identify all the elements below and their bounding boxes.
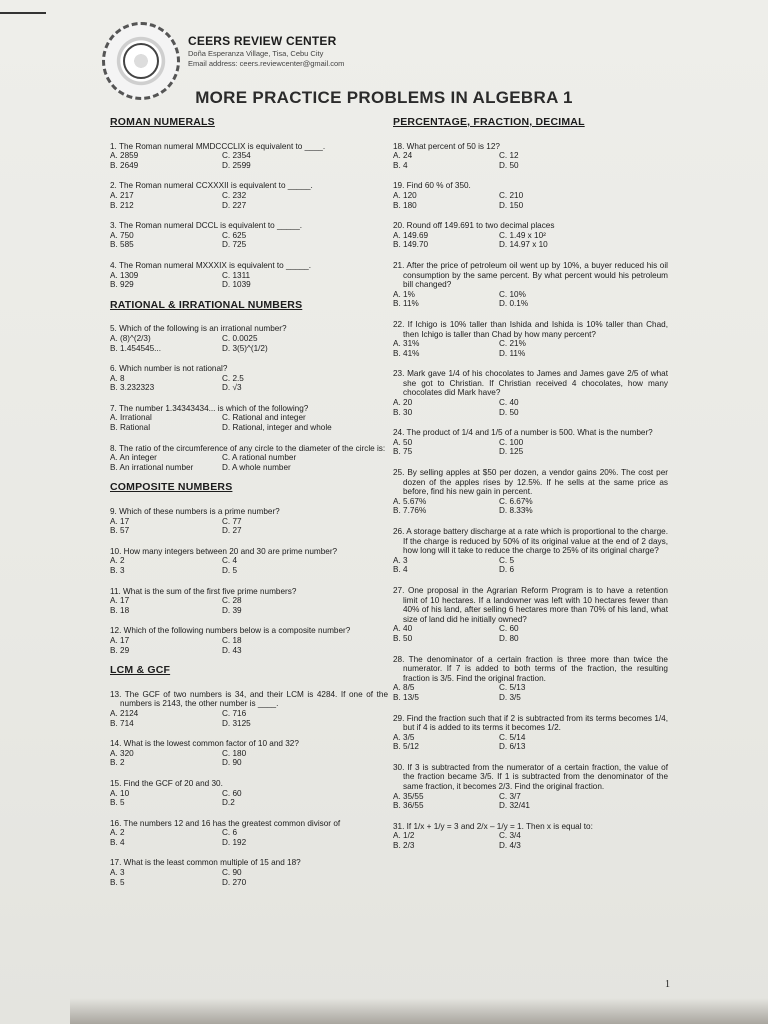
choice-d: D. 3/5: [499, 692, 521, 702]
choice-b: B. 18: [110, 605, 130, 615]
choice-d: D. 50: [499, 407, 519, 417]
edge-mark: [0, 12, 46, 14]
choice-c: C. 18: [222, 635, 242, 645]
choice-c: C. 3/4: [499, 831, 521, 841]
question-item: [110, 181, 388, 210]
choice-d: D. 2599: [222, 160, 251, 170]
choice-b: B. An irrational number: [110, 462, 194, 472]
choice-b: B. 57: [110, 526, 130, 536]
choice-a: A. 1/2: [393, 831, 415, 841]
question-item: [110, 324, 388, 353]
question-item: [393, 655, 668, 703]
choice-d: D.2: [222, 798, 235, 808]
question-text: 16. The numbers 12 and 16 has the greatest common divisor of: [110, 818, 341, 828]
choice-a: A. 31%: [393, 339, 420, 349]
question-text: 15. Find the GCF of 20 and 30.: [110, 778, 223, 788]
question-item: [393, 527, 668, 575]
question-item: [110, 221, 388, 250]
choice-d: D. 8.33%: [499, 506, 533, 516]
choice-c: C. 40: [499, 398, 519, 408]
answer-choices: [110, 749, 388, 768]
choice-b: B. 75: [393, 447, 413, 457]
choice-c: C. 4: [222, 556, 238, 566]
question-text: 21. After the price of petroleum oil went up by 10%, a buyer reduced his oil consumption by the same percent. By what percent would his petroleum bill changed?: [393, 260, 668, 290]
answer-choices: [393, 497, 668, 516]
choice-a: A. 120: [393, 190, 417, 200]
choice-a: A. 2859: [110, 151, 139, 161]
choice-c: C. 6: [222, 828, 238, 838]
choice-b: B. 4: [110, 837, 125, 847]
question-text: 3. The Roman numeral DCCL is equivalent to _____.: [110, 221, 303, 231]
choice-c: C. 10%: [499, 289, 526, 299]
right-column: [393, 118, 668, 862]
choice-b: B. 50: [393, 633, 413, 643]
question-item: [393, 468, 668, 516]
choice-c: C. 210: [499, 190, 524, 200]
answer-choices: [393, 339, 668, 358]
choice-a: A. An integer: [110, 453, 157, 463]
choice-a: A. 24: [393, 151, 413, 161]
question-text: 25. By selling apples at $50 per dozen, a vendor gains 20%. The cost per dozen of the apples rises by 12.5%. If he sells at the same price as before, find his new gain in percent.: [393, 468, 668, 497]
question-item: [110, 587, 388, 616]
choice-c: C. 232: [222, 190, 247, 200]
answer-choices: [110, 453, 388, 472]
answer-choices: [393, 556, 668, 575]
choice-c: C. 0.0025: [222, 333, 258, 343]
choice-b: B. 585: [110, 240, 134, 250]
choice-d: D. 4/3: [499, 841, 521, 851]
question-text: 30. If 3 is subtracted from the numerator of a certain fraction, the value of the fraction became 3/5. If 1 is subtracted from the denominator of the same fraction, it becomes 2/3. Find the original fraction.: [393, 762, 668, 792]
choice-a: A. 217: [110, 190, 134, 200]
question-item: [110, 142, 388, 171]
question-item: [110, 547, 388, 576]
question-text: 28. The denominator of a certain fraction is three more than twice the numerator. If 7 is added to both terms of the fraction, the resulting fraction is 3/5. Find the original fraction.: [393, 654, 668, 683]
choice-b: B. 29: [110, 645, 130, 655]
document-title: MORE PRACTICE PROBLEMS IN ALGEBRA 1: [195, 88, 573, 107]
choice-c: C. 77: [222, 516, 242, 526]
question-item: [393, 586, 668, 644]
question-item: [110, 690, 388, 728]
choice-c: C. 60: [499, 624, 519, 634]
choice-c: C. 5/13: [499, 683, 526, 693]
question-item: [110, 626, 388, 655]
choice-c: C. 21%: [499, 339, 526, 349]
choice-b: B. 212: [110, 200, 134, 210]
choice-c: C. 60: [222, 788, 242, 798]
choice-d: D. 27: [222, 526, 242, 536]
org-header: [188, 34, 344, 68]
answer-choices: [393, 792, 668, 811]
choice-b: B. Rational: [110, 423, 151, 433]
choice-c: C. 625: [222, 230, 247, 240]
choice-a: A. 40: [393, 624, 413, 634]
choice-d: D. 90: [222, 758, 242, 768]
question-text: 11. What is the sum of the first five prime numbers?: [110, 586, 297, 596]
choice-b: B. 41%: [393, 348, 420, 358]
choice-d: D. 39: [222, 605, 242, 615]
choice-b: B. 11%: [393, 299, 419, 309]
choice-d: D. 6: [499, 565, 515, 575]
page-number: 1: [665, 979, 670, 990]
question-item: [110, 364, 388, 393]
answer-choices: [393, 231, 668, 250]
choice-d: D. √3: [222, 383, 242, 393]
choice-a: A. 10: [110, 788, 130, 798]
org-email: Email address: ceers.reviewcenter@gmail.com: [188, 59, 345, 68]
answer-choices: [393, 151, 668, 170]
choice-b: B. 5: [110, 877, 125, 887]
choice-b: B. 4: [393, 160, 408, 170]
answer-choices: [110, 636, 388, 655]
section-heading: COMPOSITE NUMBERS: [110, 481, 233, 494]
question-text: 17. What is the least common multiple of 15 and 18?: [110, 858, 301, 868]
question-item: [393, 763, 668, 811]
choice-b: B. 30: [393, 407, 413, 417]
choice-a: A. 50: [393, 437, 413, 447]
answer-choices: [110, 374, 388, 393]
choice-a: A. 17: [110, 596, 130, 606]
choice-c: C. 716: [222, 708, 247, 718]
question-text: 9. Which of these numbers is a prime number?: [110, 507, 280, 517]
org-address: Doña Esperanza Village, Tisa, Cebu City: [188, 49, 324, 58]
choice-a: A. 3: [393, 555, 408, 565]
choice-c: C. 5: [499, 555, 515, 565]
question-text: 12. Which of the following numbers below is a composite number?: [110, 626, 351, 636]
question-item: [110, 739, 388, 768]
answer-choices: [393, 624, 668, 643]
question-text: 24. The product of 1/4 and 1/5 of a number is 500. What is the number?: [393, 428, 653, 438]
question-item: [110, 444, 388, 473]
choice-a: A. 8/5: [393, 683, 415, 693]
question-text: 19. Find 60 % of 350.: [393, 181, 471, 191]
answer-choices: [110, 709, 388, 728]
question-text: 2. The Roman numeral CCXXXII is equivalent to _____.: [110, 181, 313, 191]
choice-c: C. 1311: [222, 270, 251, 280]
question-text: 18. What percent of 50 is 12?: [393, 141, 500, 151]
answer-choices: [110, 271, 388, 290]
answer-choices: [393, 398, 668, 417]
choice-c: C. 1.49 x 10²: [499, 230, 546, 240]
choice-a: A. 5.67%: [393, 496, 427, 506]
question-item: [393, 221, 668, 250]
choice-c: C. 28: [222, 596, 242, 606]
choice-a: A. Irrational: [110, 413, 152, 423]
choice-a: A. 320: [110, 748, 134, 758]
choice-d: D. 125: [499, 447, 524, 457]
question-text: 22. If Ichigo is 10% taller than Ishida and Ishida is 10% taller than Chad, then Ichigo is taller than Chad by how many percent?: [393, 319, 668, 339]
question-text: 8. The ratio of the circumference of any circle to the diameter of the circle is:: [110, 443, 386, 453]
answer-choices: [393, 438, 668, 457]
choice-b: B. 13/5: [393, 692, 419, 702]
choice-d: D. 32/41: [499, 801, 530, 811]
question-item: [393, 428, 668, 457]
question-text: 31. If 1/x + 1/y = 3 and 2/x – 1/y = 1. Then x is equal to:: [393, 821, 593, 831]
choice-d: D. A whole number: [222, 462, 291, 472]
question-item: [393, 822, 668, 851]
choice-c: C. 100: [499, 437, 524, 447]
answer-choices: [393, 191, 668, 210]
choice-b: B. 3.232323: [110, 383, 155, 393]
choice-c: C. 90: [222, 868, 242, 878]
choice-b: B. 3: [110, 566, 125, 575]
question-text: 6. Which number is not rational?: [110, 364, 228, 374]
question-item: [393, 261, 668, 309]
question-item: [110, 261, 388, 290]
answer-choices: [110, 596, 388, 615]
section-heading: PERCENTAGE, FRACTION, DECIMAL: [393, 116, 585, 128]
choice-c: C. 6.67%: [499, 496, 533, 506]
answer-choices: [393, 831, 668, 850]
answer-choices: [110, 828, 388, 847]
choice-a: A. 3/5: [393, 732, 415, 742]
choice-a: A. 149.69: [393, 230, 429, 240]
choice-d: D. 5: [222, 566, 238, 575]
choice-d: D. 80: [499, 633, 519, 643]
choice-b: B. 2/3: [393, 841, 415, 851]
answer-choices: [393, 683, 668, 702]
org-name: CEERS REVIEW CENTER: [188, 34, 337, 48]
choice-d: D. 43: [222, 645, 242, 655]
choice-a: A. 2124: [110, 708, 139, 718]
choice-b: B. 2: [110, 758, 125, 768]
answer-choices: [110, 191, 388, 210]
question-text: 29. Find the fraction such that if 2 is subtracted from its terms becomes 1/4, but if 4 is added to its terms it becomes 1/2.: [393, 713, 668, 733]
answer-choices: [110, 231, 388, 250]
choice-d: D. 270: [222, 877, 247, 887]
question-text: 5. Which of the following is an irrational number?: [110, 324, 287, 334]
choice-d: D. Rational, integer and whole: [222, 423, 332, 433]
answer-choices: [110, 413, 388, 432]
choice-d: D. 1039: [222, 280, 251, 290]
answer-choices: [393, 733, 668, 752]
answer-choices: [110, 556, 388, 575]
question-item: [110, 507, 388, 536]
question-text: 27. One proposal in the Agrarian Reform Program is to have a retention limit of 10 hectares. If a landowner was left with 10 hectares fewer than 40% of his land, after selling 6 hectares more than 70% of his land, what size of land did he initially owned?: [393, 585, 668, 624]
choice-d: D. 0.1%: [499, 299, 529, 309]
choice-a: A. 2: [110, 828, 125, 838]
choice-c: C. 2354: [222, 151, 251, 161]
choice-b: B. 5: [110, 798, 125, 808]
question-text: 20. Round off 149.691 to two decimal places: [393, 221, 555, 231]
choice-c: C. 2.5: [222, 373, 244, 383]
logo-emblem: [123, 43, 159, 79]
question-item: [393, 320, 668, 358]
choice-b: B. 929: [110, 280, 134, 290]
choice-b: B. 5/12: [393, 742, 419, 752]
choice-d: D. 11%: [499, 348, 526, 358]
choice-b: B. 714: [110, 718, 134, 728]
question-item: [393, 369, 668, 417]
question-text: 1. The Roman numeral MMDCCCLIX is equivalent to ____.: [110, 141, 326, 151]
choice-a: A. 3: [110, 868, 125, 878]
choice-d: D. 3(5)^(1/2): [222, 343, 268, 353]
question-item: [110, 779, 388, 808]
choice-a: A. 35/55: [393, 791, 424, 801]
answer-choices: [393, 290, 668, 309]
choice-c: C. 180: [222, 748, 247, 758]
choice-b: B. 2649: [110, 160, 139, 170]
answer-choices: [110, 789, 388, 808]
choice-d: D. 6/13: [499, 742, 526, 752]
question-item: [110, 858, 388, 887]
choice-d: D. 227: [222, 200, 247, 210]
choice-b: B. 36/55: [393, 801, 424, 811]
choice-a: A. 17: [110, 635, 130, 645]
answer-choices: [110, 151, 388, 170]
question-text: 14. What is the lowest common factor of 10 and 32?: [110, 739, 299, 749]
choice-d: D. 3125: [222, 718, 251, 728]
choice-a: A. 1%: [393, 289, 415, 299]
choice-c: C. 12: [499, 151, 519, 161]
choice-a: A. 750: [110, 230, 134, 240]
choice-b: B. 1.454545...: [110, 343, 161, 353]
choice-a: A. 17: [110, 516, 130, 526]
answer-choices: [110, 868, 388, 887]
choice-c: C. Rational and integer: [222, 413, 306, 423]
choice-d: D. 725: [222, 240, 247, 250]
choice-c: C. A rational number: [222, 453, 297, 463]
choice-a: A. 8: [110, 373, 125, 383]
question-text: 7. The number 1.34343434... is which of the following?: [110, 403, 309, 413]
question-text: 4. The Roman numeral MXXXIX is equivalent to _____.: [110, 260, 312, 270]
choice-d: D. 50: [499, 160, 519, 170]
question-text: 10. How many integers between 20 and 30 are prime number?: [110, 546, 338, 556]
answer-choices: [110, 517, 388, 536]
choice-d: D. 150: [499, 200, 524, 210]
choice-c: C. 3/7: [499, 791, 521, 801]
choice-b: B. 180: [393, 200, 417, 210]
answer-choices: [110, 334, 388, 353]
choice-d: D. 14.97 x 10: [499, 240, 548, 250]
question-item: [393, 714, 668, 752]
choice-b: B. 7.76%: [393, 506, 427, 516]
choice-a: A. (8)^(2/3): [110, 333, 151, 343]
photo-shadow: [70, 998, 768, 1024]
choice-a: A. 20: [393, 398, 413, 408]
section-heading: RATIONAL & IRRATIONAL NUMBERS: [110, 298, 303, 311]
choice-a: A. 2: [110, 556, 125, 566]
choice-b: B. 149.70: [393, 240, 429, 250]
question-item: [110, 404, 388, 433]
left-column: [110, 118, 388, 898]
question-text: 23. Mark gave 1/4 of his chocolates to James and James gave 2/5 of what she got to Christian. If Christian received 4 chocolates, how many chocolates did Mark have?: [393, 369, 668, 398]
question-text: 26. A storage battery discharge at a rate which is proportional to the charge. If the charge is reduced by 50% of its original value at the end of 2 days, how long will it take to reduce the charge to 25% of its original charge?: [393, 527, 668, 556]
choice-d: D. 192: [222, 837, 247, 847]
question-text: 13. The GCF of two numbers is 34, and their LCM is 4284. If one of the numbers is 2143, the other number is ____.: [110, 689, 388, 709]
question-item: [110, 819, 388, 848]
choice-a: A. 1309: [110, 270, 139, 280]
question-item: [393, 181, 668, 210]
question-item: [393, 142, 668, 171]
section-heading: LCM & GCF: [110, 664, 171, 677]
section-heading: ROMAN NUMERALS: [110, 116, 215, 128]
choice-b: B. 4: [393, 565, 408, 575]
choice-c: C. 5/14: [499, 732, 526, 742]
